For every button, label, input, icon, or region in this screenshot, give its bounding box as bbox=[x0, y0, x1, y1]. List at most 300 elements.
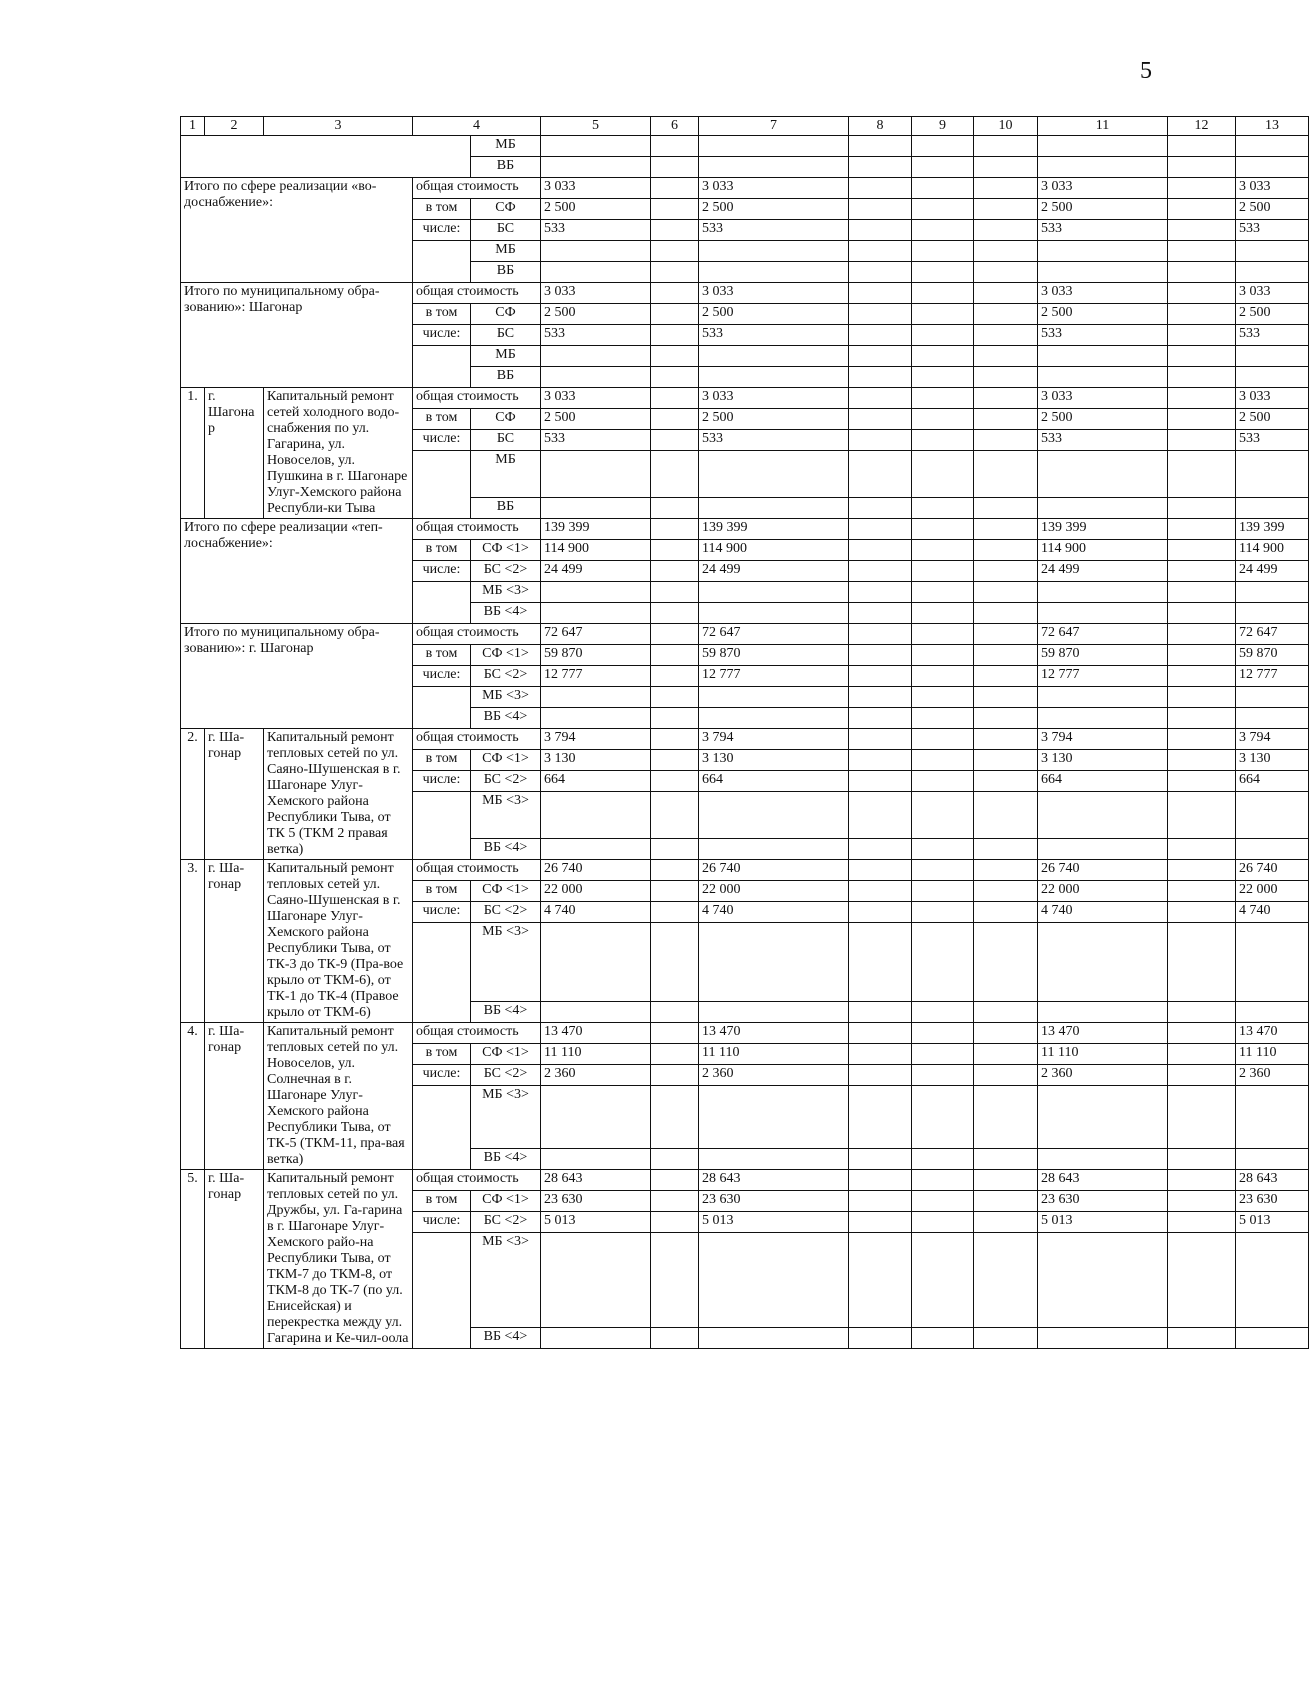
value-cell bbox=[651, 451, 699, 498]
value-cell bbox=[849, 839, 912, 860]
project-number: 4. bbox=[181, 1023, 205, 1170]
funding-source-label: МБ <3> bbox=[471, 582, 541, 603]
value-cell bbox=[849, 430, 912, 451]
including-label-2: числе: bbox=[413, 220, 471, 241]
value-c13: 533 bbox=[1236, 325, 1309, 346]
value-c11: 2 500 bbox=[1038, 304, 1168, 325]
value-c7 bbox=[699, 603, 849, 624]
value-c5: 139 399 bbox=[541, 519, 651, 540]
value-c7: 3 033 bbox=[699, 283, 849, 304]
column-header-3: 3 bbox=[264, 117, 413, 136]
funding-source-label: МБ bbox=[471, 451, 541, 498]
value-cell bbox=[1236, 136, 1309, 157]
value-c5: 3 794 bbox=[541, 729, 651, 750]
project-number: 1. bbox=[181, 388, 205, 519]
value-cell bbox=[849, 367, 912, 388]
blank-cell bbox=[413, 1233, 471, 1349]
value-c5: 533 bbox=[541, 325, 651, 346]
value-cell bbox=[651, 304, 699, 325]
value-cell bbox=[974, 687, 1038, 708]
including-label-2: числе: bbox=[413, 666, 471, 687]
value-cell bbox=[974, 241, 1038, 262]
project-total-row bbox=[181, 729, 1309, 750]
value-cell bbox=[1168, 729, 1236, 750]
value-cell bbox=[849, 624, 912, 645]
value-cell bbox=[541, 157, 651, 178]
including-label-1: в том bbox=[413, 1044, 471, 1065]
funding-source-label: БС <2> bbox=[471, 561, 541, 582]
value-c5: 533 bbox=[541, 430, 651, 451]
value-cell bbox=[912, 750, 974, 771]
value-c13 bbox=[1236, 708, 1309, 729]
value-cell bbox=[651, 220, 699, 241]
value-c5 bbox=[541, 1086, 651, 1149]
value-cell bbox=[912, 1170, 974, 1191]
value-cell bbox=[849, 561, 912, 582]
value-cell bbox=[1168, 346, 1236, 367]
value-cell bbox=[651, 241, 699, 262]
value-c11 bbox=[1038, 839, 1168, 860]
value-c11 bbox=[1038, 241, 1168, 262]
value-cell bbox=[1168, 582, 1236, 603]
header-row bbox=[181, 117, 1309, 136]
value-c7: 11 110 bbox=[699, 1044, 849, 1065]
value-cell bbox=[974, 199, 1038, 220]
value-cell bbox=[1168, 178, 1236, 199]
blank-cell bbox=[413, 923, 471, 1023]
funding-source-label: МБ bbox=[471, 346, 541, 367]
value-cell bbox=[849, 792, 912, 839]
value-c13: 4 740 bbox=[1236, 902, 1309, 923]
project-total-row bbox=[181, 1023, 1309, 1044]
value-cell bbox=[1168, 1002, 1236, 1023]
value-c11: 72 647 bbox=[1038, 624, 1168, 645]
value-cell bbox=[974, 645, 1038, 666]
value-c11 bbox=[1038, 1086, 1168, 1149]
value-c11: 3 794 bbox=[1038, 729, 1168, 750]
value-c7 bbox=[699, 451, 849, 498]
value-c5: 664 bbox=[541, 771, 651, 792]
value-c13: 3 033 bbox=[1236, 388, 1309, 409]
value-cell bbox=[912, 199, 974, 220]
value-c13: 2 500 bbox=[1236, 409, 1309, 430]
value-cell bbox=[651, 666, 699, 687]
value-cell bbox=[651, 519, 699, 540]
value-cell bbox=[912, 540, 974, 561]
value-cell bbox=[849, 881, 912, 902]
value-c7: 2 500 bbox=[699, 409, 849, 430]
value-cell bbox=[849, 582, 912, 603]
value-c7: 72 647 bbox=[699, 624, 849, 645]
value-cell bbox=[912, 430, 974, 451]
project-description: Капитальный ремонт тепловых сетей ул. Саяно-Шушенская в г. Шагонаре Улуг-Хемского района Республики Тыва, от ТК-3 до ТК-9 (Пра-вое крыло от ТКМ-6), от ТК-1 до ТК-4 (Правое крыло от ТКМ-6) bbox=[264, 860, 413, 1023]
value-c13: 26 740 bbox=[1236, 860, 1309, 881]
blank-cell bbox=[413, 451, 471, 519]
value-cell bbox=[912, 1233, 974, 1328]
value-cell bbox=[1168, 262, 1236, 283]
value-cell bbox=[974, 157, 1038, 178]
table-row bbox=[181, 136, 1309, 157]
value-cell bbox=[849, 346, 912, 367]
value-cell bbox=[1168, 645, 1236, 666]
value-cell bbox=[1168, 860, 1236, 881]
funding-source-label: СФ bbox=[471, 409, 541, 430]
value-cell bbox=[651, 792, 699, 839]
value-c7 bbox=[699, 498, 849, 519]
value-c7: 533 bbox=[699, 220, 849, 241]
value-c7: 59 870 bbox=[699, 645, 849, 666]
value-c5: 2 500 bbox=[541, 199, 651, 220]
value-c5: 3 033 bbox=[541, 178, 651, 199]
value-c13 bbox=[1236, 346, 1309, 367]
value-cell bbox=[974, 750, 1038, 771]
value-c7: 2 360 bbox=[699, 1065, 849, 1086]
value-c11: 28 643 bbox=[1038, 1170, 1168, 1191]
value-c7: 664 bbox=[699, 771, 849, 792]
value-c5: 59 870 bbox=[541, 645, 651, 666]
value-cell bbox=[974, 839, 1038, 860]
value-cell bbox=[849, 1086, 912, 1149]
value-cell bbox=[1038, 157, 1168, 178]
value-cell bbox=[651, 582, 699, 603]
value-c13: 11 110 bbox=[1236, 1044, 1309, 1065]
funding-source-label: МБ <3> bbox=[471, 1086, 541, 1149]
value-cell bbox=[1168, 367, 1236, 388]
value-cell bbox=[974, 1023, 1038, 1044]
value-cell bbox=[651, 708, 699, 729]
value-c7: 5 013 bbox=[699, 1212, 849, 1233]
funding-source-label: ВБ bbox=[471, 157, 541, 178]
value-cell bbox=[849, 157, 912, 178]
value-cell bbox=[912, 1191, 974, 1212]
value-cell bbox=[1168, 325, 1236, 346]
value-cell bbox=[849, 241, 912, 262]
value-c5: 24 499 bbox=[541, 561, 651, 582]
column-header-12: 12 bbox=[1168, 117, 1236, 136]
value-cell bbox=[651, 325, 699, 346]
value-c11 bbox=[1038, 1233, 1168, 1328]
value-c7 bbox=[699, 367, 849, 388]
value-cell bbox=[912, 1086, 974, 1149]
value-c11 bbox=[1038, 498, 1168, 519]
value-c7 bbox=[699, 839, 849, 860]
value-c13 bbox=[1236, 1002, 1309, 1023]
value-cell bbox=[1038, 136, 1168, 157]
value-cell bbox=[1168, 1044, 1236, 1065]
page-number: 5 bbox=[1140, 58, 1152, 84]
value-c13: 3 033 bbox=[1236, 283, 1309, 304]
value-c7: 28 643 bbox=[699, 1170, 849, 1191]
value-cell bbox=[912, 1212, 974, 1233]
value-c13: 72 647 bbox=[1236, 624, 1309, 645]
funding-source-label: ВБ bbox=[471, 367, 541, 388]
value-cell bbox=[1168, 220, 1236, 241]
funding-source-label: ВБ <4> bbox=[471, 1002, 541, 1023]
value-c13 bbox=[1236, 839, 1309, 860]
value-cell bbox=[849, 645, 912, 666]
funding-source-label: ВБ <4> bbox=[471, 603, 541, 624]
value-cell bbox=[849, 771, 912, 792]
value-c7: 13 470 bbox=[699, 1023, 849, 1044]
value-c13 bbox=[1236, 603, 1309, 624]
including-label-2: числе: bbox=[413, 771, 471, 792]
value-cell bbox=[974, 1065, 1038, 1086]
funding-source-label: МБ bbox=[471, 241, 541, 262]
value-cell bbox=[849, 220, 912, 241]
value-cell bbox=[974, 792, 1038, 839]
summary-title: Итого по муниципальному обра-зованию»: Шагонар bbox=[181, 283, 413, 388]
value-cell bbox=[849, 199, 912, 220]
value-cell bbox=[974, 860, 1038, 881]
total-cost-label: общая стоимость bbox=[413, 860, 541, 881]
column-header-10: 10 bbox=[974, 117, 1038, 136]
value-c5 bbox=[541, 687, 651, 708]
total-cost-label: общая стоимость bbox=[413, 388, 541, 409]
project-number: 2. bbox=[181, 729, 205, 860]
value-c5 bbox=[541, 708, 651, 729]
value-cell bbox=[849, 687, 912, 708]
value-c13 bbox=[1236, 792, 1309, 839]
project-description: Капитальный ремонт тепловых сетей по ул. Дружбы, ул. Га-гарина в г. Шагонаре Улуг-Хемского райо-на Республики Тыва, от ТКМ-7 до ТКМ-8, от ТКМ-8 до ТК-7 (по ул. Енисейская) и перекрестка между ул. Гагарина и Ке-чил-оола bbox=[264, 1170, 413, 1349]
value-cell bbox=[849, 603, 912, 624]
value-c5: 533 bbox=[541, 220, 651, 241]
value-cell bbox=[1168, 624, 1236, 645]
value-cell bbox=[651, 409, 699, 430]
value-c11 bbox=[1038, 687, 1168, 708]
value-cell bbox=[651, 923, 699, 1002]
value-cell bbox=[849, 1328, 912, 1349]
value-cell bbox=[651, 839, 699, 860]
blank-cell bbox=[413, 346, 471, 388]
value-cell bbox=[849, 1233, 912, 1328]
value-cell bbox=[912, 220, 974, 241]
value-cell bbox=[651, 1065, 699, 1086]
value-cell bbox=[651, 136, 699, 157]
value-cell bbox=[912, 603, 974, 624]
value-cell bbox=[974, 325, 1038, 346]
value-cell bbox=[1168, 1023, 1236, 1044]
value-cell bbox=[651, 1086, 699, 1149]
value-cell bbox=[849, 388, 912, 409]
value-cell bbox=[974, 540, 1038, 561]
column-header-7: 7 bbox=[699, 117, 849, 136]
value-c13: 13 470 bbox=[1236, 1023, 1309, 1044]
value-c11 bbox=[1038, 367, 1168, 388]
including-label-1: в том bbox=[413, 881, 471, 902]
total-cost-label: общая стоимость bbox=[413, 283, 541, 304]
value-c13: 3 794 bbox=[1236, 729, 1309, 750]
funding-source-label: СФ <1> bbox=[471, 540, 541, 561]
value-c11 bbox=[1038, 923, 1168, 1002]
value-c13: 139 399 bbox=[1236, 519, 1309, 540]
value-cell bbox=[1168, 881, 1236, 902]
value-c11 bbox=[1038, 603, 1168, 624]
value-c7: 3 794 bbox=[699, 729, 849, 750]
value-cell bbox=[849, 451, 912, 498]
value-cell bbox=[974, 1149, 1038, 1170]
value-cell bbox=[699, 136, 849, 157]
value-cell bbox=[974, 1170, 1038, 1191]
total-cost-label: общая стоимость bbox=[413, 1023, 541, 1044]
column-header-4: 4 bbox=[413, 117, 541, 136]
blank-cell bbox=[413, 241, 471, 283]
value-c7 bbox=[699, 262, 849, 283]
value-cell bbox=[1168, 923, 1236, 1002]
value-c7: 114 900 bbox=[699, 540, 849, 561]
value-c11: 3 033 bbox=[1038, 388, 1168, 409]
project-place: г. Ша-гонар bbox=[205, 1023, 264, 1170]
value-c7: 24 499 bbox=[699, 561, 849, 582]
value-cell bbox=[1168, 603, 1236, 624]
value-cell bbox=[974, 1328, 1038, 1349]
value-cell bbox=[849, 1170, 912, 1191]
value-cell bbox=[912, 729, 974, 750]
value-cell bbox=[974, 1212, 1038, 1233]
value-c7 bbox=[699, 582, 849, 603]
value-cell bbox=[651, 1149, 699, 1170]
value-cell bbox=[849, 1002, 912, 1023]
value-c11: 3 033 bbox=[1038, 283, 1168, 304]
value-c11 bbox=[1038, 792, 1168, 839]
value-cell bbox=[849, 1023, 912, 1044]
value-cell bbox=[912, 624, 974, 645]
summary-total-row bbox=[181, 283, 1309, 304]
value-c13: 533 bbox=[1236, 430, 1309, 451]
value-cell bbox=[651, 771, 699, 792]
value-c11: 2 500 bbox=[1038, 409, 1168, 430]
value-cell bbox=[651, 687, 699, 708]
project-place: г. Ша-гонар bbox=[205, 1170, 264, 1349]
value-c13 bbox=[1236, 1233, 1309, 1328]
summary-total-row bbox=[181, 624, 1309, 645]
value-cell bbox=[974, 451, 1038, 498]
value-cell bbox=[912, 1002, 974, 1023]
value-c7 bbox=[699, 241, 849, 262]
value-cell bbox=[1168, 388, 1236, 409]
value-cell bbox=[912, 1023, 974, 1044]
funding-source-label: СФ <1> bbox=[471, 1191, 541, 1212]
value-cell bbox=[974, 1002, 1038, 1023]
value-cell bbox=[651, 603, 699, 624]
value-c13 bbox=[1236, 262, 1309, 283]
value-c11: 533 bbox=[1038, 430, 1168, 451]
value-cell bbox=[849, 325, 912, 346]
value-cell bbox=[974, 666, 1038, 687]
value-cell bbox=[1168, 241, 1236, 262]
value-cell bbox=[974, 178, 1038, 199]
value-cell bbox=[974, 1086, 1038, 1149]
value-cell bbox=[849, 498, 912, 519]
value-cell bbox=[651, 624, 699, 645]
funding-source-label: БС bbox=[471, 325, 541, 346]
funding-source-label: СФ <1> bbox=[471, 1044, 541, 1065]
value-cell bbox=[1168, 1149, 1236, 1170]
value-c13: 59 870 bbox=[1236, 645, 1309, 666]
value-cell bbox=[651, 498, 699, 519]
value-cell bbox=[849, 1149, 912, 1170]
value-cell bbox=[1168, 430, 1236, 451]
value-cell bbox=[974, 1191, 1038, 1212]
funding-source-label: МБ bbox=[471, 136, 541, 157]
value-cell bbox=[974, 430, 1038, 451]
value-c11 bbox=[1038, 1328, 1168, 1349]
value-cell bbox=[699, 157, 849, 178]
summary-title: Итого по муниципальному обра-зованию»: г. Шагонар bbox=[181, 624, 413, 729]
funding-source-label: БС bbox=[471, 220, 541, 241]
value-cell bbox=[912, 304, 974, 325]
value-c5 bbox=[541, 1328, 651, 1349]
value-cell bbox=[1168, 451, 1236, 498]
including-label-1: в том bbox=[413, 409, 471, 430]
value-cell bbox=[912, 792, 974, 839]
value-cell bbox=[912, 1328, 974, 1349]
value-cell bbox=[1168, 666, 1236, 687]
value-cell bbox=[912, 136, 974, 157]
value-c7: 139 399 bbox=[699, 519, 849, 540]
value-cell bbox=[912, 409, 974, 430]
value-cell bbox=[651, 262, 699, 283]
column-header-9: 9 bbox=[912, 117, 974, 136]
including-label-2: числе: bbox=[413, 325, 471, 346]
funding-source-label: МБ <3> bbox=[471, 792, 541, 839]
value-cell bbox=[974, 220, 1038, 241]
value-cell bbox=[974, 346, 1038, 367]
value-cell bbox=[1168, 771, 1236, 792]
value-cell bbox=[651, 1023, 699, 1044]
value-cell bbox=[974, 367, 1038, 388]
value-c7 bbox=[699, 1149, 849, 1170]
value-cell bbox=[651, 1044, 699, 1065]
column-header-2: 2 bbox=[205, 117, 264, 136]
value-c5: 2 360 bbox=[541, 1065, 651, 1086]
value-c7 bbox=[699, 1328, 849, 1349]
funding-source-label: ВБ <4> bbox=[471, 1328, 541, 1349]
project-number: 3. bbox=[181, 860, 205, 1023]
value-cell bbox=[1168, 1170, 1236, 1191]
value-cell bbox=[849, 283, 912, 304]
value-c7: 26 740 bbox=[699, 860, 849, 881]
value-c5 bbox=[541, 1149, 651, 1170]
value-c7: 12 777 bbox=[699, 666, 849, 687]
value-c5: 114 900 bbox=[541, 540, 651, 561]
value-cell bbox=[651, 860, 699, 881]
value-c7: 22 000 bbox=[699, 881, 849, 902]
value-cell bbox=[974, 902, 1038, 923]
including-label-1: в том bbox=[413, 750, 471, 771]
value-c7: 3 033 bbox=[699, 388, 849, 409]
value-c5 bbox=[541, 241, 651, 262]
value-cell bbox=[974, 624, 1038, 645]
value-c13: 533 bbox=[1236, 220, 1309, 241]
blank-cell bbox=[413, 687, 471, 729]
value-cell bbox=[974, 771, 1038, 792]
column-header-1: 1 bbox=[181, 117, 205, 136]
project-place: г. Шагонар bbox=[205, 388, 264, 519]
value-c7: 533 bbox=[699, 430, 849, 451]
total-cost-label: общая стоимость bbox=[413, 729, 541, 750]
value-c7: 4 740 bbox=[699, 902, 849, 923]
value-cell bbox=[849, 1212, 912, 1233]
including-label-2: числе: bbox=[413, 561, 471, 582]
value-cell bbox=[651, 388, 699, 409]
value-c5 bbox=[541, 792, 651, 839]
total-cost-label: общая стоимость bbox=[413, 624, 541, 645]
summary-title: Итого по сфере реализации «во-доснабжение»: bbox=[181, 178, 413, 283]
value-c13 bbox=[1236, 451, 1309, 498]
value-c7: 2 500 bbox=[699, 304, 849, 325]
value-cell bbox=[651, 561, 699, 582]
value-cell bbox=[1236, 157, 1309, 178]
